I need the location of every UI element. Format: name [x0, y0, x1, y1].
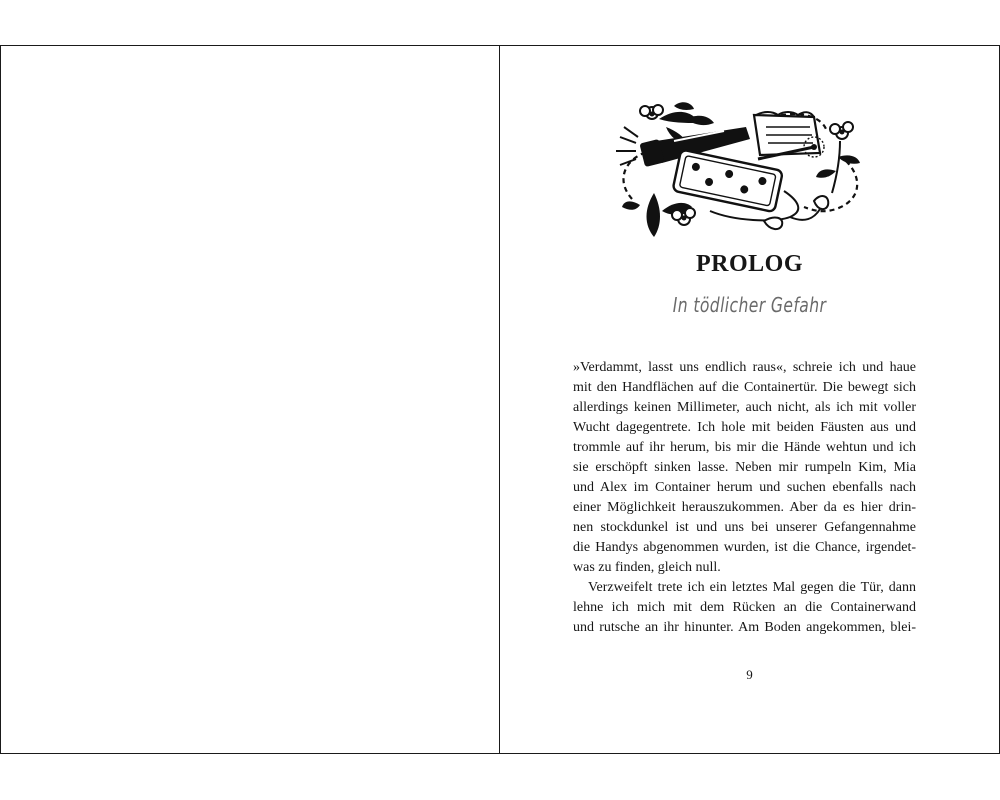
book-spread	[0, 45, 1000, 754]
text-line: was zu finden, gleich null.	[573, 560, 721, 575]
text-line: »Verdammt, lasst uns endlich raus«, schreie ich und haue	[573, 360, 916, 375]
text-line: und rutsche an ihr hinunter. Am Boden angekommen, blei-	[573, 620, 916, 635]
text-line: Wucht dagegentrete. Ich hole mit beiden Fäusten aus und	[573, 420, 916, 435]
chapter-subtitle: In tödlicher Gefahr	[672, 293, 827, 317]
page-number: 9	[746, 667, 753, 682]
text-line: Verzweifelt trete ich ein letztes Mal gegen die Tür, dann	[588, 580, 916, 595]
text-line: allerdings keinen Millimeter, auch nicht, als ich mit voller	[573, 400, 916, 415]
body-text	[573, 358, 916, 638]
text-line: sie erschöpft sinken lasse. Neben mir rumpeln Kim, Mia	[573, 460, 916, 475]
text-line: die Handys abgenommen wurden, ist die Chance, irgendet-	[573, 540, 916, 555]
text-line: einer Möglichkeit herauszukommen. Aber da es hier drin-	[573, 500, 916, 515]
text-line: und Alex im Container herum und suchen ebenfalls nach	[573, 480, 916, 495]
text-line: trommle auf ihr herum, bis mir die Hände wehtun und ich	[573, 440, 916, 455]
left-page-blank	[1, 46, 500, 753]
text-line: nen stockdunkel ist und uns bei unserer Gefangennahme	[573, 520, 916, 535]
text-line: mit den Handflächen auf die Containertür. Die bewegt sich	[573, 380, 916, 395]
text-line: lehne ich mich mit dem Rücken an die Containerwand	[573, 600, 916, 615]
right-page	[500, 46, 999, 753]
chapter-illustration-icon	[614, 101, 868, 241]
chapter-title: PROLOG	[695, 251, 803, 277]
